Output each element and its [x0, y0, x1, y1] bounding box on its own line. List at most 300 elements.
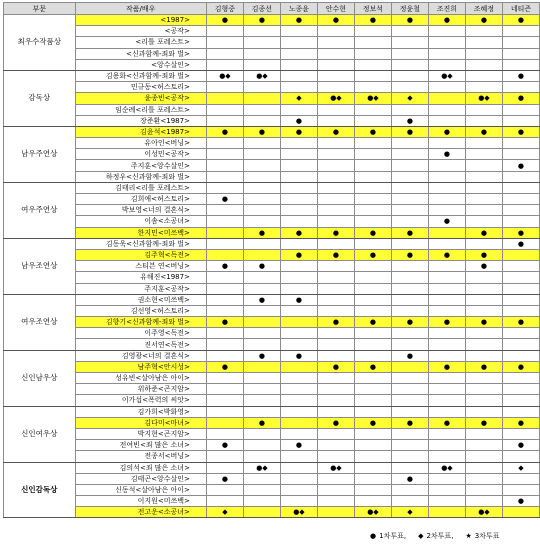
vote-cell [317, 294, 354, 305]
vote-cell [317, 261, 354, 272]
vote-cell [502, 328, 539, 339]
vote-cell [428, 328, 465, 339]
vote-cell [428, 238, 465, 249]
vote-cell: ● [465, 126, 502, 137]
vote-cell [465, 216, 502, 227]
vote-cell [354, 171, 391, 182]
vote-cell [428, 305, 465, 316]
vote-cell: ● [206, 473, 243, 484]
vote-cell [243, 484, 280, 495]
vote-cell: ● [317, 227, 354, 238]
vote-cell: ●◆ [317, 462, 354, 473]
vote-cell: ● [354, 361, 391, 372]
vote-cell [280, 182, 317, 193]
vote-cell [502, 473, 539, 484]
nominee-cell: 성유빈<살아남은 아이> [75, 373, 206, 384]
vote-cell [428, 395, 465, 406]
vote-cell [502, 182, 539, 193]
vote-cell [354, 138, 391, 149]
vote-cell [243, 339, 280, 350]
vote-cell: ● [280, 350, 317, 361]
table-row [4, 171, 540, 182]
vote-cell [391, 462, 428, 473]
vote-cell [206, 451, 243, 462]
vote-cell [317, 406, 354, 417]
vote-cell [243, 26, 280, 37]
table-row [4, 361, 540, 372]
vote-cell [243, 171, 280, 182]
vote-cell: ● [428, 216, 465, 227]
vote-cell [428, 37, 465, 48]
vote-cell [354, 451, 391, 462]
table-row [4, 249, 540, 260]
nominee-cell: <공작> [75, 26, 206, 37]
vote-cell [317, 115, 354, 126]
vote-cell [280, 496, 317, 507]
vote-cell [280, 104, 317, 115]
vote-cell [502, 350, 539, 361]
vote-cell [243, 249, 280, 260]
vote-cell [317, 171, 354, 182]
vote-cell [465, 59, 502, 70]
vote-cell: ●◆ [243, 462, 280, 473]
vote-cell [317, 440, 354, 451]
table-row [4, 261, 540, 272]
table-row [4, 26, 540, 37]
vote-cell [465, 104, 502, 115]
vote-cell [354, 26, 391, 37]
vote-cell [206, 115, 243, 126]
vote-cell [428, 93, 465, 104]
vote-cell: ● [428, 249, 465, 260]
nominee-cell: 김향기<신과함께-죄와 벌> [75, 317, 206, 328]
vote-cell [465, 26, 502, 37]
vote-cell [502, 171, 539, 182]
vote-cell: ●◆ [280, 507, 317, 518]
table-row [4, 283, 540, 294]
vote-cell [280, 26, 317, 37]
vote-cell: ● [502, 70, 539, 81]
vote-cell [465, 440, 502, 451]
vote-cell [391, 428, 428, 439]
vote-cell: ● [280, 126, 317, 137]
nominee-cell: 박보영<너의 결혼식> [75, 205, 206, 216]
header-judge: 정보석 [354, 3, 391, 15]
nominee-cell: <신과함께-죄와 벌> [75, 48, 206, 59]
vote-cell [206, 48, 243, 59]
header-judge: 김종선 [243, 3, 280, 15]
vote-cell: ● [465, 361, 502, 372]
vote-cell [428, 294, 465, 305]
vote-cell: ● [206, 194, 243, 205]
vote-cell: ● [317, 15, 354, 26]
vote-cell [206, 149, 243, 160]
vote-cell: ● [465, 249, 502, 260]
vote-cell [317, 507, 354, 518]
vote-cell [391, 238, 428, 249]
vote-cell: ● [428, 317, 465, 328]
vote-cell [354, 350, 391, 361]
vote-cell [354, 238, 391, 249]
vote-cell [502, 395, 539, 406]
vote-cell [280, 484, 317, 495]
nominee-cell: 김주혁<독전> [75, 249, 206, 260]
vote-cell [465, 48, 502, 59]
header-judge: 노종윤 [280, 3, 317, 15]
vote-cell [428, 350, 465, 361]
vote-cell [465, 451, 502, 462]
nominee-cell: 신동석<살아남은 아이> [75, 484, 206, 495]
vote-cell [428, 272, 465, 283]
vote-cell [391, 182, 428, 193]
vote-cell [391, 149, 428, 160]
vote-cell [428, 339, 465, 350]
vote-cell [280, 462, 317, 473]
vote-cell: ●◆ [465, 93, 502, 104]
vote-cell [465, 160, 502, 171]
vote-cell [391, 59, 428, 70]
vote-cell [391, 138, 428, 149]
vote-cell: ● [502, 126, 539, 137]
nominee-cell: 위하준<곤지암> [75, 384, 206, 395]
vote-cell [465, 496, 502, 507]
table-row [4, 305, 540, 316]
vote-cell [280, 305, 317, 316]
vote-cell: ● [280, 440, 317, 451]
vote-cell [354, 406, 391, 417]
vote-cell [502, 507, 539, 518]
vote-cell: ● [428, 149, 465, 160]
vote-cell [502, 249, 539, 260]
vote-cell [428, 160, 465, 171]
vote-cell: ● [465, 417, 502, 428]
vote-cell [428, 205, 465, 216]
table-row [4, 227, 540, 238]
table-row [4, 496, 540, 507]
vote-cell [465, 82, 502, 93]
vote-cell [243, 205, 280, 216]
vote-cell [280, 428, 317, 439]
table-row [4, 484, 540, 495]
vote-cell [243, 395, 280, 406]
vote-cell: ● [502, 238, 539, 249]
vote-cell [391, 216, 428, 227]
vote-cell [243, 194, 280, 205]
vote-cell [206, 205, 243, 216]
vote-cell [465, 37, 502, 48]
vote-cell [354, 59, 391, 70]
vote-cell: ● [391, 227, 428, 238]
vote-cell [280, 406, 317, 417]
vote-cell: ● [206, 440, 243, 451]
vote-cell [428, 48, 465, 59]
table-row [4, 194, 540, 205]
header-judge: 조진희 [428, 3, 465, 15]
nominee-cell: 김영광<너의 결혼식> [75, 350, 206, 361]
vote-cell [243, 104, 280, 115]
vote-cell [317, 160, 354, 171]
vote-cell [317, 350, 354, 361]
vote-cell [354, 205, 391, 216]
vote-cell [206, 104, 243, 115]
vote-cell [243, 160, 280, 171]
nominee-cell: 윤종빈<공작> [75, 93, 206, 104]
vote-cell [280, 238, 317, 249]
vote-cell [243, 138, 280, 149]
vote-cell: ● [502, 93, 539, 104]
vote-cell [391, 70, 428, 81]
vote-cell [354, 496, 391, 507]
table-row [4, 15, 540, 26]
table-row [4, 59, 540, 70]
vote-cell [206, 37, 243, 48]
vote-cell [243, 373, 280, 384]
vote-table [3, 2, 540, 518]
vote-cell: ●◆ [354, 93, 391, 104]
nominee-cell: 김의석<죄 많은 소녀> [75, 462, 206, 473]
vote-cell [317, 149, 354, 160]
vote-cell [206, 138, 243, 149]
vote-cell [465, 328, 502, 339]
header-judge: 정윤철 [391, 3, 428, 15]
vote-cell [317, 428, 354, 439]
vote-cell [502, 305, 539, 316]
vote-cell: ● [465, 317, 502, 328]
vote-cell [280, 216, 317, 227]
vote-cell [354, 328, 391, 339]
vote-cell [317, 194, 354, 205]
vote-cell [206, 82, 243, 93]
vote-cell [243, 283, 280, 294]
nominee-cell: 주지훈<공작> [75, 283, 206, 294]
vote-cell [243, 238, 280, 249]
category-cell: 남우조연상 [4, 238, 76, 294]
vote-cell [206, 93, 243, 104]
vote-cell: ● [280, 15, 317, 26]
vote-cell [206, 406, 243, 417]
vote-cell [465, 373, 502, 384]
table-row [4, 48, 540, 59]
vote-cell [243, 451, 280, 462]
category-cell: 여우주연상 [4, 182, 76, 238]
vote-cell [465, 395, 502, 406]
vote-cell [391, 339, 428, 350]
vote-cell: ● [243, 417, 280, 428]
vote-table-container [3, 2, 540, 518]
vote-cell [280, 205, 317, 216]
vote-cell [428, 406, 465, 417]
vote-cell [502, 26, 539, 37]
nominee-cell: 박지현<곤지암> [75, 428, 206, 439]
vote-cell [465, 406, 502, 417]
vote-cell [428, 451, 465, 462]
vote-cell: ● [354, 227, 391, 238]
vote-cell: ● [391, 417, 428, 428]
vote-cell [317, 328, 354, 339]
vote-cell: ● [354, 417, 391, 428]
vote-cell [354, 194, 391, 205]
vote-cell [391, 451, 428, 462]
vote-cell: ● [465, 15, 502, 26]
vote-cell [280, 48, 317, 59]
vote-cell: ◆ [391, 93, 428, 104]
vote-cell: ● [280, 249, 317, 260]
vote-cell: ● [391, 473, 428, 484]
vote-cell: ● [354, 317, 391, 328]
table-row [4, 82, 540, 93]
vote-cell: ● [502, 496, 539, 507]
vote-cell [280, 138, 317, 149]
vote-cell [465, 182, 502, 193]
nominee-cell: 이지원<미쓰백> [75, 496, 206, 507]
category-cell: 신인남우상 [4, 350, 76, 406]
vote-cell [465, 283, 502, 294]
vote-cell [354, 294, 391, 305]
vote-cell [428, 171, 465, 182]
nominee-cell: 김선영<허스토리> [75, 305, 206, 316]
vote-cell [354, 37, 391, 48]
vote-cell [317, 496, 354, 507]
vote-cell [465, 484, 502, 495]
vote-cell: ● [280, 294, 317, 305]
vote-cell [502, 194, 539, 205]
table-row [4, 462, 540, 473]
vote-cell [243, 93, 280, 104]
vote-cell [280, 339, 317, 350]
vote-cell: ● [502, 160, 539, 171]
vote-cell: ● [391, 350, 428, 361]
vote-cell [465, 171, 502, 182]
nominee-cell: 전고운<소공녀> [75, 507, 206, 518]
vote-cell [206, 182, 243, 193]
vote-cell [465, 272, 502, 283]
nominee-cell: 진서연<독전> [75, 339, 206, 350]
table-row [4, 115, 540, 126]
vote-cell: ●◆ [317, 93, 354, 104]
vote-cell [280, 37, 317, 48]
nominee-cell: 권소현<미쓰백> [75, 294, 206, 305]
vote-cell [502, 384, 539, 395]
table-row [4, 160, 540, 171]
vote-cell [317, 305, 354, 316]
vote-cell [502, 373, 539, 384]
vote-cell: ● [502, 417, 539, 428]
vote-cell: ● [243, 15, 280, 26]
vote-cell: ◆ [280, 93, 317, 104]
vote-cell: ● [317, 317, 354, 328]
vote-cell [428, 26, 465, 37]
nominee-cell: 김태곤<앙수살인> [75, 473, 206, 484]
vote-cell [243, 496, 280, 507]
vote-cell [206, 294, 243, 305]
vote-cell [206, 26, 243, 37]
vote-cell [428, 384, 465, 395]
vote-cell [502, 484, 539, 495]
vote-cell [465, 205, 502, 216]
table-row [4, 272, 540, 283]
legend-round2-label: 2차투표, [426, 532, 454, 540]
vote-cell [243, 317, 280, 328]
vote-cell [465, 115, 502, 126]
vote-cell [502, 115, 539, 126]
legend-round1-symbol: ● [370, 532, 377, 540]
vote-cell [243, 182, 280, 193]
nominee-cell: 스티븐 연<버닝> [75, 261, 206, 272]
nominee-cell: 전여빈<죄 많은 소녀> [75, 440, 206, 451]
vote-cell [317, 182, 354, 193]
vote-cell [354, 272, 391, 283]
vote-cell: ● [206, 261, 243, 272]
nominee-cell: <1987> [75, 15, 206, 26]
category-cell: 신인감독상 [4, 462, 76, 518]
vote-cell [354, 462, 391, 473]
vote-cell [465, 70, 502, 81]
vote-cell: ● [243, 126, 280, 137]
vote-cell [280, 160, 317, 171]
vote-cell [280, 171, 317, 182]
vote-table-body [4, 15, 540, 518]
table-row [4, 507, 540, 518]
vote-cell [317, 37, 354, 48]
vote-cell [280, 317, 317, 328]
vote-cell [428, 104, 465, 115]
vote-cell: ● [243, 227, 280, 238]
vote-cell: ● [465, 227, 502, 238]
vote-cell: ● [502, 440, 539, 451]
header-judge: 안수현 [317, 3, 354, 15]
nominee-cell: 김태리<리틀 포레스트> [75, 182, 206, 193]
nominee-cell: 유해진<1987> [75, 272, 206, 283]
vote-cell [428, 440, 465, 451]
vote-cell [465, 350, 502, 361]
vote-cell: ● [243, 350, 280, 361]
vote-cell: ●◆ [428, 462, 465, 473]
vote-cell [206, 59, 243, 70]
vote-cell [243, 361, 280, 372]
vote-cell [465, 294, 502, 305]
vote-cell [206, 305, 243, 316]
category-cell: 감독상 [4, 70, 76, 126]
vote-cell [317, 26, 354, 37]
vote-cell [465, 138, 502, 149]
vote-cell [354, 104, 391, 115]
vote-cell [391, 328, 428, 339]
vote-cell [428, 428, 465, 439]
vote-cell [502, 48, 539, 59]
vote-cell [280, 194, 317, 205]
nominee-cell: 민규동<허스토리> [75, 82, 206, 93]
vote-cell [428, 227, 465, 238]
vote-cell: ● [391, 317, 428, 328]
vote-cell [280, 70, 317, 81]
nominee-cell: 김동욱<신과함께-죄와 벌> [75, 238, 206, 249]
vote-cell [354, 182, 391, 193]
vote-cell: ● [206, 361, 243, 372]
table-row [4, 440, 540, 451]
vote-cell [317, 373, 354, 384]
vote-cell [243, 37, 280, 48]
table-row [4, 93, 540, 104]
table-row [4, 317, 540, 328]
vote-cell [243, 149, 280, 160]
vote-cell: ● [428, 15, 465, 26]
nominee-cell: 김희애<허스토리> [75, 194, 206, 205]
nominee-cell: 김윤석<1987> [75, 126, 206, 137]
vote-cell [354, 428, 391, 439]
vote-cell [354, 384, 391, 395]
vote-cell [428, 373, 465, 384]
vote-cell [317, 384, 354, 395]
